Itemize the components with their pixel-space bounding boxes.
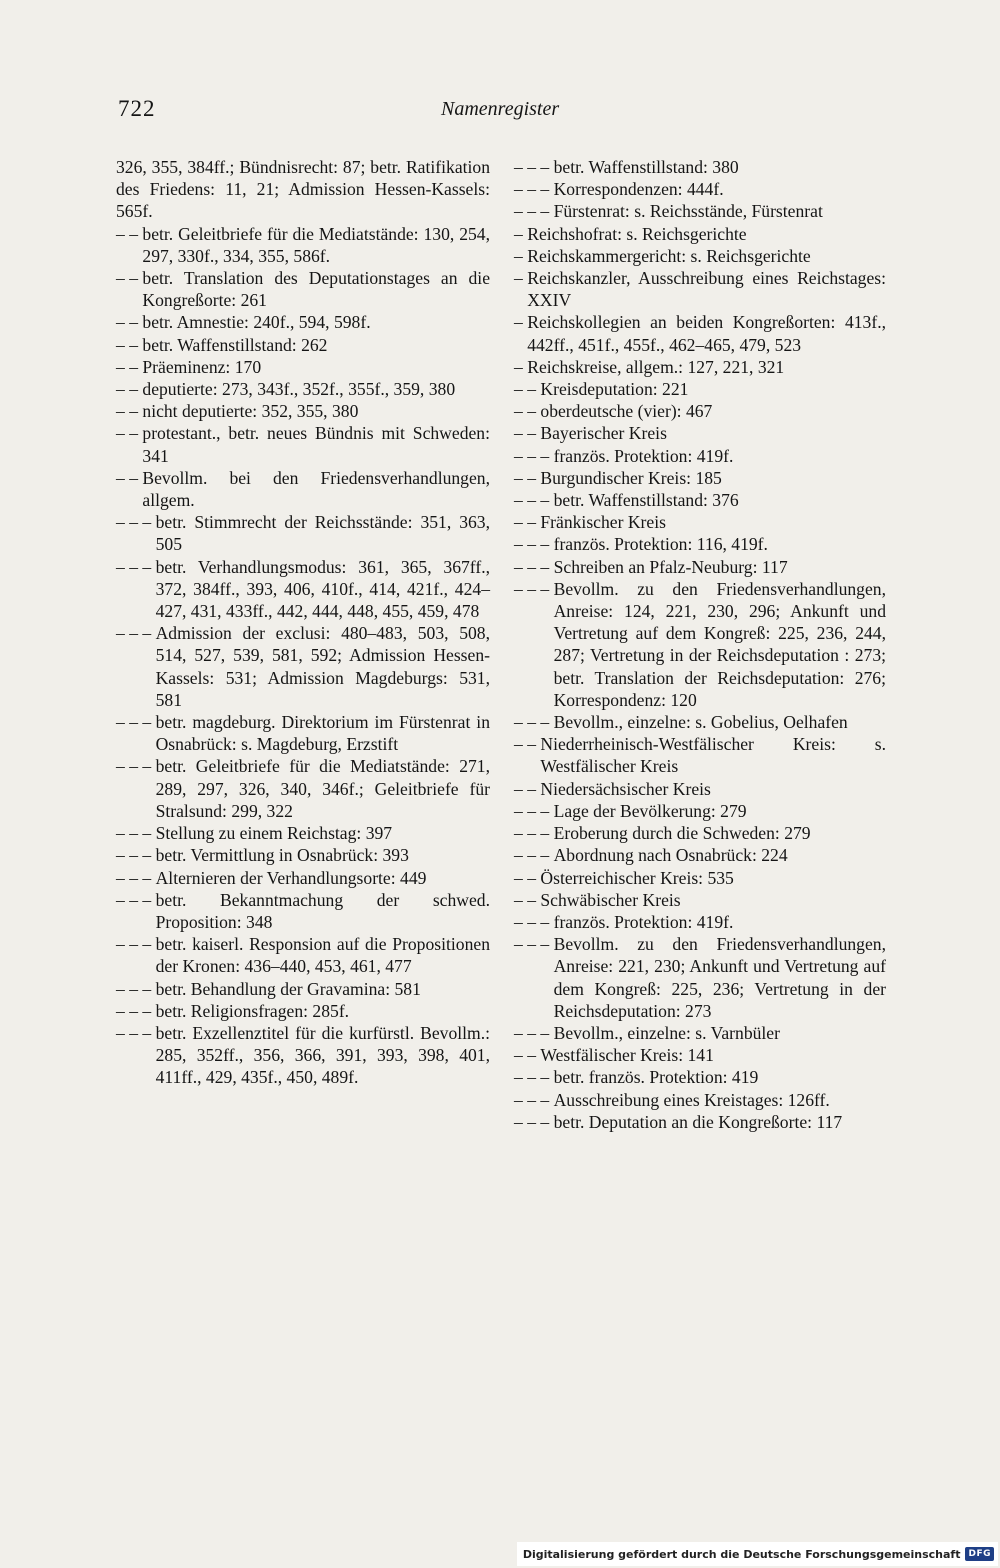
- entry-text: betr. Waffenstillstand: 376: [553, 490, 739, 511]
- index-entry: [514, 556, 886, 578]
- index-entry: [514, 378, 886, 400]
- entry-text: französ. Protektion: 419f.: [553, 911, 734, 932]
- entry-level-dashes: –: [514, 312, 528, 333]
- dfg-logo: DFG: [965, 1547, 994, 1561]
- entry-text: Reichskreise, allgem.: 127, 221, 321: [527, 356, 785, 377]
- entry-level-dashes: – – –: [116, 1022, 156, 1043]
- entry-level-dashes: –: [514, 223, 528, 244]
- index-entry: [514, 1022, 886, 1044]
- page-header: [0, 96, 1000, 136]
- entry-level-dashes: – –: [116, 401, 143, 422]
- entry-level-dashes: – – –: [514, 823, 554, 844]
- entry-text: betr. kaiserl. Responsion auf die Propositionen der Kronen: 436–440, 453, 461, 477: [155, 934, 490, 977]
- index-entry: [514, 445, 886, 467]
- index-entry: [116, 755, 490, 822]
- entry-text: betr. Behandlung der Gravamina: 581: [155, 978, 421, 999]
- index-entry: [514, 889, 886, 911]
- entry-text: Niederrheinisch-Westfälischer Kreis: s. Westfälischer Kreis: [540, 734, 886, 777]
- index-entry: [116, 889, 490, 933]
- entry-text: Abordnung nach Osnabrück: 224: [553, 845, 788, 866]
- entry-level-dashes: – – –: [514, 800, 554, 821]
- index-entry: [116, 422, 490, 466]
- index-entry: [116, 867, 490, 889]
- entry-text: Reichshofrat: s. Reichsgerichte: [527, 223, 747, 244]
- index-entry: [116, 1000, 490, 1022]
- entry-level-dashes: – – –: [514, 179, 554, 200]
- entry-level-dashes: – – –: [116, 556, 156, 577]
- index-entry: [514, 223, 886, 245]
- entry-text: betr. Religionsfragen: 285f.: [155, 1000, 350, 1021]
- entry-level-dashes: –: [514, 245, 528, 266]
- entry-level-dashes: – – –: [514, 845, 554, 866]
- entry-level-dashes: – – –: [116, 756, 156, 777]
- entry-text: betr. Vermittlung in Osnabrück: 393: [155, 845, 409, 866]
- entry-level-dashes: – –: [116, 379, 143, 400]
- index-entry: [514, 733, 886, 777]
- entry-level-dashes: – – –: [116, 623, 156, 644]
- index-entry: [116, 622, 490, 711]
- entry-text: betr. Verhandlungsmodus: 361, 365, 367ff., 372, 384ff., 393, 406, 410f., 414, 421f., 424–427, 431, 433ff., 442, 444, 448, 455, 459, 478: [155, 556, 490, 622]
- index-entry: [116, 467, 490, 511]
- entry-text: Bevollm. bei den Friedensverhandlungen, allgem.: [142, 467, 490, 511]
- index-entry: [116, 223, 490, 267]
- entry-level-dashes: – – –: [116, 934, 156, 955]
- entry-text: betr. Waffenstillstand: 380: [553, 157, 739, 177]
- index-entry: [514, 1066, 886, 1088]
- entry-level-dashes: – – –: [514, 1022, 554, 1043]
- entry-level-dashes: – – –: [514, 157, 554, 177]
- entry-text: protestant., betr. neues Bündnis mit Schweden: 341: [142, 423, 490, 466]
- entry-text: Eroberung durch die Schweden: 279: [553, 823, 811, 844]
- entry-level-dashes: – – –: [514, 578, 554, 599]
- entry-level-dashes: – – –: [514, 1111, 554, 1132]
- entry-text: 326, 355, 384ff.; Bündnisrecht: 87; betr. Ratifikation des Friedens: 11, 21; Admission Hessen-Kassels: 565f.: [116, 157, 490, 222]
- index-entry: [514, 400, 886, 422]
- entry-level-dashes: – –: [116, 334, 143, 355]
- index-entry: [514, 156, 886, 178]
- entry-text: deputierte: 273, 343f., 352f., 355f., 359, 380: [142, 379, 456, 400]
- index-entry: [514, 867, 886, 889]
- entry-level-dashes: – – –: [514, 556, 554, 577]
- entry-text: Schwäbischer Kreis: [540, 889, 681, 910]
- entry-level-dashes: – – –: [514, 1067, 554, 1088]
- entry-level-dashes: – – –: [116, 1000, 156, 1021]
- entry-text: betr. Waffenstillstand: 262: [142, 334, 328, 355]
- entry-level-dashes: – –: [514, 778, 541, 799]
- funding-banner: [517, 1542, 998, 1566]
- entry-level-dashes: – – –: [116, 823, 156, 844]
- entry-level-dashes: – – –: [116, 512, 156, 533]
- index-entry: [116, 378, 490, 400]
- entry-level-dashes: – –: [116, 223, 143, 244]
- entry-text: Bevollm. zu den Friedensverhandlungen, Anreise: 124, 221, 230, 296; Ankunft und Vertretung auf dem Kongreß: 225, 236, 244, 287; Vertretung in der Reichsdeputation : 273; betr. Translation der Reichsdeputation: 276; Korrespondenz: 120: [553, 578, 886, 710]
- entry-level-dashes: – –: [116, 312, 143, 333]
- entry-level-dashes: – – –: [116, 845, 156, 866]
- index-entry: [514, 311, 886, 355]
- entry-text: Bevollm., einzelne: s. Varnbüler: [553, 1022, 780, 1043]
- entry-level-dashes: – – –: [514, 534, 554, 555]
- entry-text: Alternieren der Verhandlungsorte: 449: [155, 867, 427, 888]
- index-entry: [116, 267, 490, 311]
- entry-text: französ. Protektion: 419f.: [553, 445, 734, 466]
- entry-text: Bevollm., einzelne: s. Gobelius, Oelhafen: [553, 712, 848, 733]
- entry-text: Bevollm. zu den Friedensverhandlungen, Anreise: 221, 230; Ankunft und Vertretung auf dem Kongreß: 225, 236; Vertretung in der Reichsdeputation: 273: [553, 934, 886, 1021]
- index-entry: [116, 400, 490, 422]
- entry-text: Reichskanzler, Ausschreibung eines Reichstages: XXIV: [527, 268, 886, 311]
- index-entry: [116, 711, 490, 755]
- index-entry: [514, 245, 886, 267]
- entry-level-dashes: –: [514, 268, 528, 289]
- entry-level-dashes: – –: [514, 423, 541, 444]
- entry-level-dashes: – –: [116, 268, 143, 289]
- entry-level-dashes: – –: [514, 734, 541, 755]
- index-column-right: [514, 156, 886, 1133]
- index-entry: [116, 844, 490, 866]
- index-entry: [514, 511, 886, 533]
- entry-text: Niedersächsischer Kreis: [540, 778, 711, 799]
- index-entry: [514, 489, 886, 511]
- entry-text: betr. Exzellenztitel für die kurfürstl. Bevollm.: 285, 352ff., 356, 366, 391, 393, 398, 401, 411ff., 429, 435f., 450, 489f.: [155, 1022, 490, 1088]
- entry-level-dashes: – –: [514, 889, 541, 910]
- entry-text: oberdeutsche (vier): 467: [540, 401, 713, 422]
- entry-level-dashes: – – –: [514, 712, 554, 733]
- entry-text: betr. Deputation an die Kongreßorte: 117: [553, 1111, 843, 1132]
- entry-text: betr. Stimmrecht der Reichsstände: 351, 363, 505: [155, 512, 490, 555]
- entry-level-dashes: – – –: [116, 978, 156, 999]
- entry-text: betr. Translation des Deputationstages an die Kongreßorte: 261: [142, 268, 490, 311]
- entry-level-dashes: –: [514, 356, 528, 377]
- entry-level-dashes: – –: [514, 401, 541, 422]
- entry-text: Stellung zu einem Reichstag: 397: [155, 823, 393, 844]
- index-entry: [514, 911, 886, 933]
- index-entry: [514, 933, 886, 1022]
- running-title: Namenregister: [441, 98, 560, 120]
- index-entry: [514, 267, 886, 311]
- entry-text: Österreichischer Kreis: 535: [540, 867, 734, 888]
- entry-text: Admission der exclusi: 480–483, 503, 508, 514, 527, 539, 581, 592; Admission Hessen-Kassels: 531; Admission Magdeburgs: 531, 581: [155, 623, 490, 710]
- index-entry: [116, 311, 490, 333]
- entry-level-dashes: – –: [514, 867, 541, 888]
- entry-text: betr. Bekanntmachung der schwed. Proposition: 348: [155, 889, 490, 932]
- index-entry: [116, 1022, 490, 1089]
- entry-level-dashes: – –: [514, 1045, 541, 1066]
- index-entry: [514, 1089, 886, 1111]
- entry-text: Westfälischer Kreis: 141: [540, 1045, 714, 1066]
- entry-text: Fränkischer Kreis: [540, 512, 666, 533]
- entry-text: französ. Protektion: 116, 419f.: [553, 534, 768, 555]
- index-entry: [116, 356, 490, 378]
- index-entry: [514, 711, 886, 733]
- entry-text: betr. französ. Protektion: 419: [553, 1067, 759, 1088]
- index-entry: [514, 422, 886, 444]
- index-entry: [514, 800, 886, 822]
- index-entry: [514, 778, 886, 800]
- entry-text: betr. Geleitbriefe für die Mediatstände: 130, 254, 297, 330f., 334, 355, 586f.: [142, 223, 490, 266]
- index-column-left: [116, 156, 490, 1089]
- entry-text: Bayerischer Kreis: [540, 423, 667, 444]
- entry-level-dashes: – – –: [116, 867, 156, 888]
- entry-level-dashes: – – –: [514, 201, 554, 222]
- entry-text: Präeminenz: 170: [142, 356, 262, 377]
- entry-text: betr. Amnestie: 240f., 594, 598f.: [142, 312, 371, 333]
- entry-level-dashes: – –: [514, 512, 541, 533]
- entry-text: Fürstenrat: s. Reichsstände, Fürstenrat: [553, 201, 823, 222]
- index-entry: [514, 533, 886, 555]
- entry-level-dashes: – –: [116, 467, 143, 488]
- index-entry: [514, 200, 886, 222]
- entry-level-dashes: – –: [116, 356, 143, 377]
- index-entry: [116, 156, 490, 223]
- entry-level-dashes: – – –: [514, 490, 554, 511]
- index-entry: [514, 178, 886, 200]
- entry-text: Schreiben an Pfalz-Neuburg: 117: [553, 556, 788, 577]
- entry-level-dashes: – – –: [514, 911, 554, 932]
- entry-text: betr. magdeburg. Direktorium im Fürstenrat in Osnabrück: s. Magdeburg, Erzstift: [155, 712, 490, 755]
- index-entry: [514, 578, 886, 711]
- entry-text: Burgundischer Kreis: 185: [540, 467, 722, 488]
- index-entry: [116, 334, 490, 356]
- index-entry: [116, 933, 490, 977]
- entry-text: Lage der Bevölkerung: 279: [553, 800, 747, 821]
- index-entry: [116, 556, 490, 623]
- index-entry: [116, 978, 490, 1000]
- index-entry: [514, 467, 886, 489]
- index-entry: [514, 1111, 886, 1133]
- funding-text: Digitalisierung gefördert durch die Deutsche Forschungsgemeinschaft: [522, 1547, 961, 1561]
- entry-level-dashes: – –: [116, 423, 143, 444]
- entry-text: Reichskollegien an beiden Kongreßorten: 413f., 442ff., 451f., 455f., 462–465, 479, 523: [527, 312, 886, 355]
- entry-level-dashes: – –: [514, 379, 541, 400]
- entry-text: betr. Geleitbriefe für die Mediatstände: 271, 289, 297, 326, 340, 346f.; Geleitbriefe für Stralsund: 299, 322: [155, 756, 490, 821]
- entry-level-dashes: – – –: [116, 712, 156, 733]
- entry-level-dashes: – – –: [514, 934, 554, 955]
- entry-level-dashes: – – –: [116, 889, 156, 910]
- entry-text: Kreisdeputation: 221: [540, 379, 689, 400]
- index-entry: [514, 1044, 886, 1066]
- page-number: 722: [118, 96, 156, 121]
- entry-level-dashes: – – –: [514, 445, 554, 466]
- entry-text: nicht deputierte: 352, 355, 380: [142, 401, 359, 422]
- entry-text: Ausschreibung eines Kreistages: 126ff.: [553, 1089, 830, 1110]
- entry-text: Reichskammergericht: s. Reichsgerichte: [527, 245, 811, 266]
- index-entry: [116, 822, 490, 844]
- index-entry: [514, 822, 886, 844]
- index-entry: [514, 844, 886, 866]
- index-entry: [116, 511, 490, 555]
- entry-level-dashes: – –: [514, 467, 541, 488]
- entry-text: Korrespondenzen: 444f.: [553, 179, 724, 200]
- index-entry: [514, 356, 886, 378]
- entry-level-dashes: – – –: [514, 1089, 554, 1110]
